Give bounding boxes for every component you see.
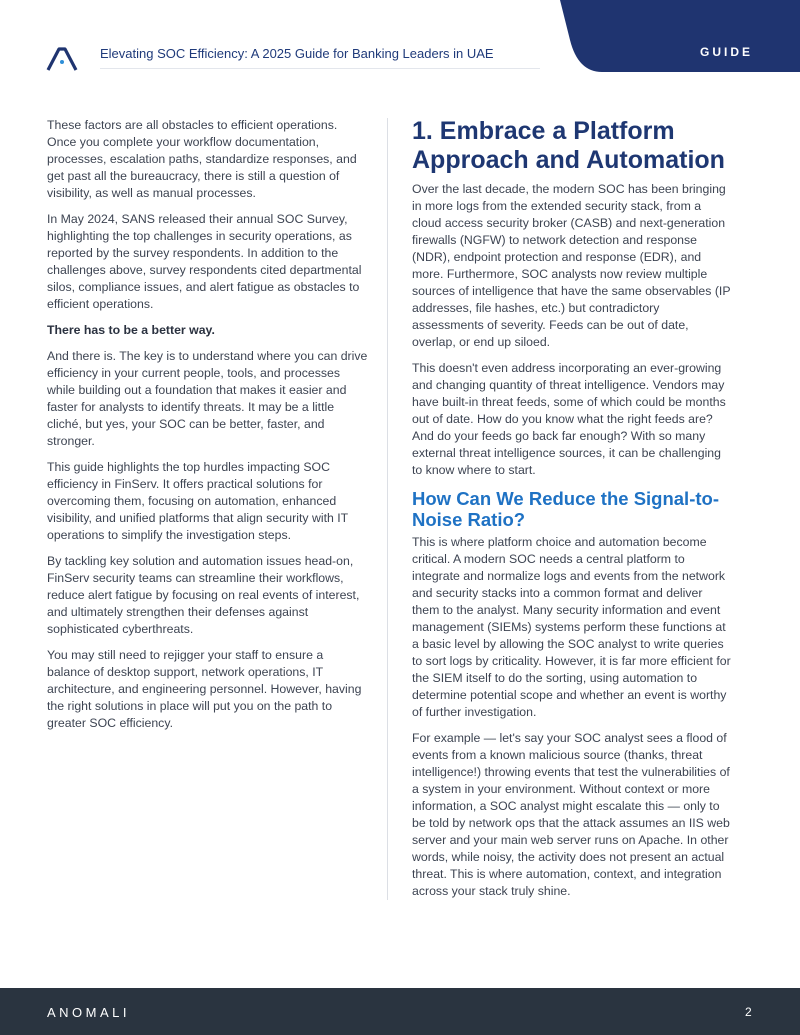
page-header [0, 0, 800, 72]
footer-brand-logo: ANOMALI [47, 1005, 131, 1020]
body-paragraph: For example — let's say your SOC analyst sees a flood of events from a known malicious source (thanks, threat intelligence!) throwing events that test the vulnerabilities of a system in your environment. Without context or more information, a SOC analyst might escalate this — only to be told by network ops that the attack assumes an IIS web server and your main web server runs on Apache. In other words, while noisy, the activity does not present an actual threat. This is where automation, context, and integration across your stack truly shine. [412, 731, 730, 898]
page-number: 2 [745, 1005, 752, 1019]
body-paragraph: And there is. The key is to understand where you can drive efficiency in your current people, tools, and processes while building out a foundation that makes it easier and faster for analysts to identify threats. It may be a little cliché, but yes, your SOC can be better, faster, and stronger. [47, 349, 368, 448]
body-paragraph: In May 2024, SANS released their annual SOC Survey, highlighting the top challenges in security operations, as reported by the survey respondents. In addition to the challenges above, survey respondents cited departmental silos, compliance issues, and alert fatigue as obstacles to efficient operations. [47, 212, 362, 311]
left-column [47, 117, 369, 741]
body-paragraph: Over the last decade, the modern SOC has been bringing in more logs from the extended security stack, from a cloud access security broker (CASB) and next-generation firewalls (NGFW) to network detection and response (NDR), endpoint protection and response (EDR), and more. Furthermore, SOC analysts now review multiple sources of intelligence that have the same observables (IP addresses, file hashes, etc.) but contradictory assessments of severity. Feeds can be out of date, overlap, or end up siloed. [412, 182, 731, 349]
section-heading: 1. Embrace a Platform Approach and Automation [412, 117, 725, 174]
body-paragraph: By tackling key solution and automation issues head-on, FinServ security teams can streamline their workflows, reduce alert fatigue by focusing on real events of interest, and ultimately strengthen their defenses against sophisticated cyberthreats. [47, 554, 360, 636]
document-title: Elevating SOC Efficiency: A 2025 Guide for Banking Leaders in UAE [100, 46, 494, 61]
guide-label: GUIDE [700, 45, 754, 59]
page-footer [0, 988, 800, 1035]
body-paragraph: These factors are all obstacles to efficient operations. Once you complete your workflow documentation, processes, escalation paths, standardize responses, and get past all the bureaucracy, there is still a question of visibility, as well as manual processes. [47, 118, 357, 200]
body-paragraph: This doesn't even address incorporating an ever-growing and changing quantity of threat intelligence. Vendors may have built-in threat feeds, some of which could be months out of date. How do you know what the right feeds are? And do your feeds go back far enough? With so many external threat intelligence sources, it can be challenging to know where to start. [412, 361, 726, 477]
body-paragraph: This is where platform choice and automation become critical. A modern SOC needs a central platform to integrate and normalize logs and events from the network and security stacks into a common format and deliver them to the analyst. Many security information and event management (SIEMs) systems perform these functions at a basic level by allowing the SOC analyst to write queries to sort logs by criticality. However, it is far more efficient for the SIEM itself to do the sorting, using automation to determine potential scope and whether an event is worthy of further investigation. [412, 535, 731, 719]
body-paragraph: This guide highlights the top hurdles impacting SOC efficiency in FinServ. It offers practical solutions for overcoming them, focusing on automation, enhanced visibility, and unified platforms that align security with IT operations to simplify the investigation steps. [47, 460, 348, 542]
guide-tab [560, 0, 800, 72]
body-paragraph: You may still need to rejigger your staff to ensure a balance of desktop support, network operations, IT architecture, and engineering personnel. However, having the right solutions in place will put you on the path to greater SOC efficiency. [47, 648, 362, 730]
subsection-heading: How Can We Reduce the Signal-to-Noise Ratio? [412, 488, 719, 530]
right-column [412, 117, 732, 909]
column-divider [387, 118, 388, 900]
header-divider [100, 68, 540, 69]
anomali-logo-icon [46, 47, 78, 71]
lead-statement: There has to be a better way. [47, 323, 215, 337]
